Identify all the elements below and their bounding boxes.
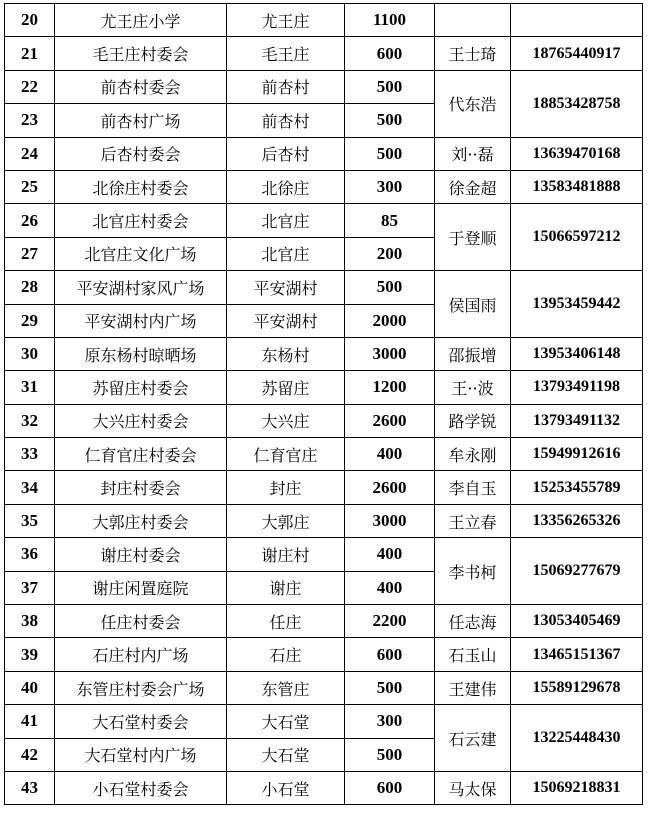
place-cell: 前杏村委会 bbox=[55, 70, 227, 103]
table-row bbox=[5, 4, 643, 37]
table-body bbox=[5, 4, 643, 805]
count-cell: 500 bbox=[345, 70, 435, 103]
count-cell: 400 bbox=[345, 571, 435, 604]
table-row bbox=[5, 671, 643, 704]
place-cell: 前杏村广场 bbox=[55, 104, 227, 137]
phone-cell: 13793491198 bbox=[511, 371, 643, 404]
table-row bbox=[5, 337, 643, 370]
table-row bbox=[5, 371, 643, 404]
phone-cell: 13639470168 bbox=[511, 137, 643, 170]
row-index: 27 bbox=[5, 237, 55, 270]
village-cell: 谢庄村 bbox=[227, 538, 345, 571]
table-row bbox=[5, 37, 643, 70]
row-index: 35 bbox=[5, 504, 55, 537]
count-cell: 500 bbox=[345, 738, 435, 771]
row-index: 37 bbox=[5, 571, 55, 604]
row-index: 39 bbox=[5, 638, 55, 671]
phone-cell: 13225448430 bbox=[511, 705, 643, 772]
row-index: 42 bbox=[5, 738, 55, 771]
row-index: 29 bbox=[5, 304, 55, 337]
village-cell: 小石堂 bbox=[227, 771, 345, 804]
phone-cell bbox=[511, 4, 643, 37]
place-cell: 北徐庄村委会 bbox=[55, 170, 227, 203]
table-row bbox=[5, 471, 643, 504]
count-cell: 3000 bbox=[345, 337, 435, 370]
village-cell: 大石堂 bbox=[227, 705, 345, 738]
count-cell: 3000 bbox=[345, 504, 435, 537]
phone-cell: 15069277679 bbox=[511, 538, 643, 605]
place-cell: 北官庄村委会 bbox=[55, 204, 227, 237]
row-index: 34 bbox=[5, 471, 55, 504]
village-cell: 封庄 bbox=[227, 471, 345, 504]
place-cell: 石庄村内广场 bbox=[55, 638, 227, 671]
place-cell: 北官庄文化广场 bbox=[55, 237, 227, 270]
village-cell: 大石堂 bbox=[227, 738, 345, 771]
row-index: 23 bbox=[5, 104, 55, 137]
village-cell: 尤王庄 bbox=[227, 4, 345, 37]
village-cell: 后杏村 bbox=[227, 137, 345, 170]
place-cell: 大石堂村内广场 bbox=[55, 738, 227, 771]
table-row bbox=[5, 170, 643, 203]
phone-cell: 15066597212 bbox=[511, 204, 643, 271]
phone-cell: 15949912616 bbox=[511, 438, 643, 471]
village-cell: 谢庄 bbox=[227, 571, 345, 604]
phone-cell: 15253455789 bbox=[511, 471, 643, 504]
place-cell: 平安湖村内广场 bbox=[55, 304, 227, 337]
count-cell: 1200 bbox=[345, 371, 435, 404]
row-index: 43 bbox=[5, 771, 55, 804]
phone-cell: 13953459442 bbox=[511, 271, 643, 338]
count-cell: 600 bbox=[345, 37, 435, 70]
contact-cell bbox=[435, 4, 511, 37]
table-row bbox=[5, 70, 643, 103]
row-index: 32 bbox=[5, 404, 55, 437]
row-index: 31 bbox=[5, 371, 55, 404]
phone-cell: 13793491132 bbox=[511, 404, 643, 437]
table-row bbox=[5, 438, 643, 471]
place-cell: 大石堂村委会 bbox=[55, 705, 227, 738]
contact-cell: 代东浩 bbox=[435, 70, 511, 137]
table-row bbox=[5, 605, 643, 638]
village-cell: 毛王庄 bbox=[227, 37, 345, 70]
contact-cell: 刘··磊 bbox=[435, 137, 511, 170]
contact-cell: 路学锐 bbox=[435, 404, 511, 437]
contact-cell: 石云建 bbox=[435, 705, 511, 772]
contact-cell: 徐金超 bbox=[435, 170, 511, 203]
count-cell: 400 bbox=[345, 538, 435, 571]
place-cell: 谢庄村委会 bbox=[55, 538, 227, 571]
place-cell: 大郭庄村委会 bbox=[55, 504, 227, 537]
phone-cell: 13583481888 bbox=[511, 170, 643, 203]
contact-cell: 王··波 bbox=[435, 371, 511, 404]
village-cell: 平安湖村 bbox=[227, 271, 345, 304]
contact-cell: 邵振增 bbox=[435, 337, 511, 370]
contact-cell: 任志海 bbox=[435, 605, 511, 638]
place-cell: 尤王庄小学 bbox=[55, 4, 227, 37]
village-cell: 东杨村 bbox=[227, 337, 345, 370]
contact-cell: 侯国雨 bbox=[435, 271, 511, 338]
row-index: 41 bbox=[5, 705, 55, 738]
place-cell: 大兴庄村委会 bbox=[55, 404, 227, 437]
row-index: 33 bbox=[5, 438, 55, 471]
contact-cell: 马太保 bbox=[435, 771, 511, 804]
count-cell: 400 bbox=[345, 438, 435, 471]
place-cell: 仁育官庄村委会 bbox=[55, 438, 227, 471]
count-cell: 85 bbox=[345, 204, 435, 237]
contact-cell: 李自玉 bbox=[435, 471, 511, 504]
village-cell: 大兴庄 bbox=[227, 404, 345, 437]
contact-cell: 石玉山 bbox=[435, 638, 511, 671]
phone-cell: 18765440917 bbox=[511, 37, 643, 70]
table-row bbox=[5, 771, 643, 804]
place-cell: 东管庄村委会广场 bbox=[55, 671, 227, 704]
place-cell: 任庄村委会 bbox=[55, 605, 227, 638]
count-cell: 600 bbox=[345, 771, 435, 804]
count-cell: 2600 bbox=[345, 404, 435, 437]
place-cell: 小石堂村委会 bbox=[55, 771, 227, 804]
count-cell: 200 bbox=[345, 237, 435, 270]
count-cell: 500 bbox=[345, 104, 435, 137]
village-cell: 大郭庄 bbox=[227, 504, 345, 537]
place-cell: 苏留庄村委会 bbox=[55, 371, 227, 404]
contact-cell: 于登顺 bbox=[435, 204, 511, 271]
count-cell: 2000 bbox=[345, 304, 435, 337]
row-index: 40 bbox=[5, 671, 55, 704]
village-cell: 苏留庄 bbox=[227, 371, 345, 404]
village-cell: 任庄 bbox=[227, 605, 345, 638]
place-cell: 原东杨村晾晒场 bbox=[55, 337, 227, 370]
phone-cell: 13465151367 bbox=[511, 638, 643, 671]
place-cell: 毛王庄村委会 bbox=[55, 37, 227, 70]
table-row bbox=[5, 271, 643, 304]
row-index: 20 bbox=[5, 4, 55, 37]
row-index: 28 bbox=[5, 271, 55, 304]
count-cell: 300 bbox=[345, 170, 435, 203]
village-cell: 前杏村 bbox=[227, 70, 345, 103]
village-cell: 仁育官庄 bbox=[227, 438, 345, 471]
row-index: 26 bbox=[5, 204, 55, 237]
phone-cell: 18853428758 bbox=[511, 70, 643, 137]
contact-cell: 王建伟 bbox=[435, 671, 511, 704]
place-cell: 平安湖村家风广场 bbox=[55, 271, 227, 304]
count-cell: 600 bbox=[345, 638, 435, 671]
phone-cell: 13053405469 bbox=[511, 605, 643, 638]
place-cell: 后杏村委会 bbox=[55, 137, 227, 170]
place-cell: 封庄村委会 bbox=[55, 471, 227, 504]
count-cell: 300 bbox=[345, 705, 435, 738]
count-cell: 500 bbox=[345, 271, 435, 304]
table-row bbox=[5, 638, 643, 671]
contact-cell: 王士琦 bbox=[435, 37, 511, 70]
table-row bbox=[5, 404, 643, 437]
row-index: 30 bbox=[5, 337, 55, 370]
village-cell: 平安湖村 bbox=[227, 304, 345, 337]
count-cell: 1100 bbox=[345, 4, 435, 37]
row-index: 21 bbox=[5, 37, 55, 70]
shelter-table bbox=[4, 3, 643, 805]
contact-cell: 王立春 bbox=[435, 504, 511, 537]
village-cell: 前杏村 bbox=[227, 104, 345, 137]
count-cell: 500 bbox=[345, 137, 435, 170]
phone-cell: 15069218831 bbox=[511, 771, 643, 804]
village-cell: 北官庄 bbox=[227, 237, 345, 270]
village-cell: 北官庄 bbox=[227, 204, 345, 237]
count-cell: 2600 bbox=[345, 471, 435, 504]
place-cell: 谢庄闲置庭院 bbox=[55, 571, 227, 604]
table-row bbox=[5, 504, 643, 537]
phone-cell: 13953406148 bbox=[511, 337, 643, 370]
village-cell: 东管庄 bbox=[227, 671, 345, 704]
row-index: 25 bbox=[5, 170, 55, 203]
row-index: 38 bbox=[5, 605, 55, 638]
table-row bbox=[5, 204, 643, 237]
village-cell: 北徐庄 bbox=[227, 170, 345, 203]
phone-cell: 15589129678 bbox=[511, 671, 643, 704]
contact-cell: 李书柯 bbox=[435, 538, 511, 605]
row-index: 22 bbox=[5, 70, 55, 103]
count-cell: 500 bbox=[345, 671, 435, 704]
table-row bbox=[5, 705, 643, 738]
village-cell: 石庄 bbox=[227, 638, 345, 671]
phone-cell: 13356265326 bbox=[511, 504, 643, 537]
count-cell: 2200 bbox=[345, 605, 435, 638]
table-row bbox=[5, 538, 643, 571]
contact-cell: 牟永刚 bbox=[435, 438, 511, 471]
table-row bbox=[5, 137, 643, 170]
row-index: 24 bbox=[5, 137, 55, 170]
row-index: 36 bbox=[5, 538, 55, 571]
